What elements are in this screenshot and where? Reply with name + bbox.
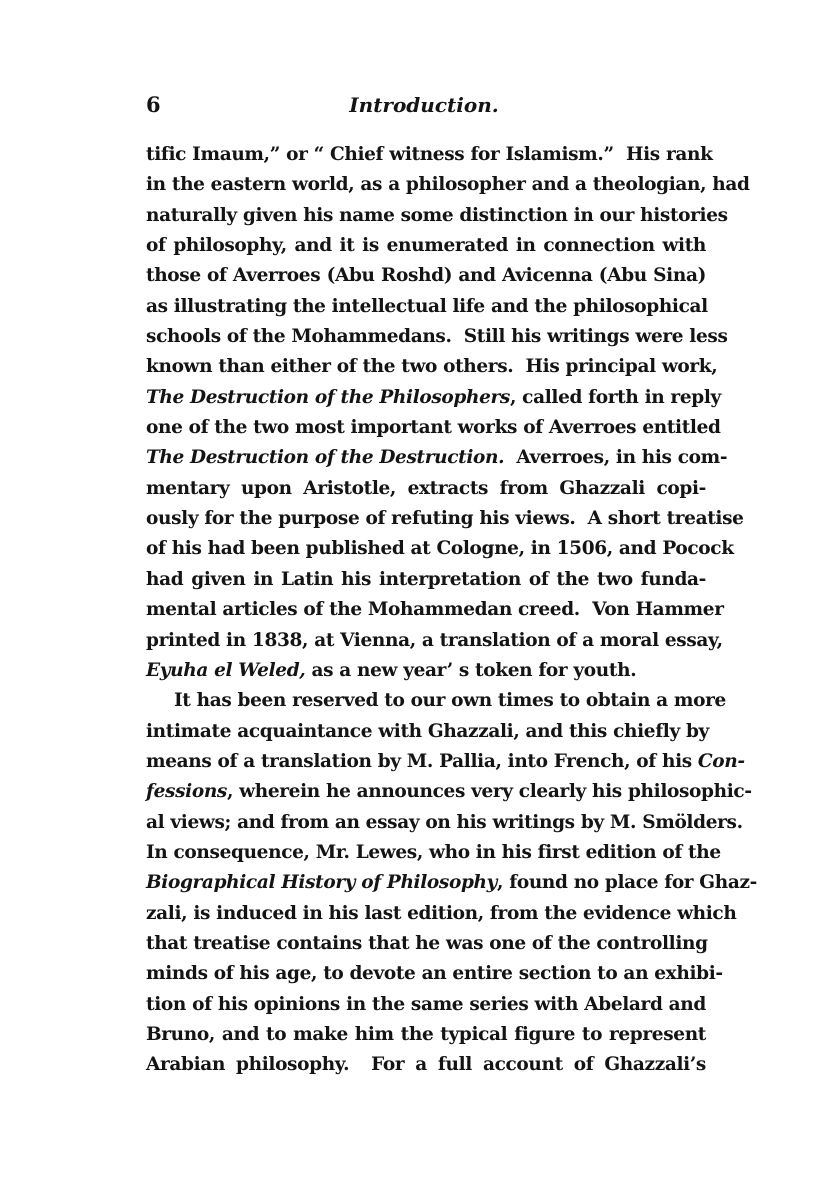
text-segment: In consequence, Mr. Lewes, who in his first edition of the xyxy=(146,841,721,863)
page-number: 6 xyxy=(146,92,161,117)
italic-title: Biographical History of Philosophy xyxy=(146,872,498,894)
text-line xyxy=(146,534,734,564)
running-title: Introduction. xyxy=(349,93,499,117)
text-line xyxy=(146,140,713,170)
text-line xyxy=(146,231,706,261)
text-line xyxy=(146,899,737,929)
text-segment: intimate acquaintance with Ghazzali, and this chiefly by xyxy=(146,720,709,742)
text-segment: known than either of the two others. His principal work, xyxy=(146,356,718,378)
text-segment: al views; and from an essay on his writings by M. Smölders. xyxy=(146,811,743,833)
paragraph-first-line xyxy=(146,686,726,716)
text-segment: as a new year’ s token for youth. xyxy=(305,659,637,681)
text-segment: that treatise contains that he was one of the controlling xyxy=(146,932,708,954)
text-segment: , wherein he announces very clearly his philosophic- xyxy=(227,781,752,803)
running-head xyxy=(146,92,702,118)
text-segment: mental articles of the Mohammedan creed. Von Hammer xyxy=(146,599,724,621)
text-segment: of philosophy, and it is enumerated in connection with xyxy=(146,235,706,257)
text-line xyxy=(146,474,706,504)
text-segment: naturally given his name some distinction in our histories xyxy=(146,204,728,226)
text-line xyxy=(146,626,723,656)
text-segment: as illustrating the intellectual life and the philosophical xyxy=(146,295,708,317)
text-line xyxy=(146,292,706,322)
text-segment: tion of his opinions in the same series with Abelard and xyxy=(146,993,706,1015)
paragraph-last-line xyxy=(146,656,706,686)
italic-title: Con- xyxy=(697,750,745,772)
text-segment: one of the two most important works of Averroes entitled xyxy=(146,417,721,439)
text-segment: minds of his age, to devote an entire section to an exhibi- xyxy=(146,963,723,985)
text-segment: had given in Latin his interpretation of the two funda- xyxy=(146,568,706,590)
text-line xyxy=(146,322,728,352)
text-segment: Arabian philosophy. For a full account of Ghazzali’s xyxy=(146,1054,706,1076)
text-line xyxy=(146,595,724,625)
italic-title: The Destruction of the Destruction. xyxy=(146,447,505,469)
text-line xyxy=(146,838,721,868)
text-line xyxy=(146,443,728,473)
body-text xyxy=(146,140,757,1081)
text-line xyxy=(146,868,757,898)
text-line xyxy=(146,1020,706,1050)
text-line xyxy=(146,717,709,747)
text-segment: tific Imaum,” or “ Chief witness for Islamism.” His rank xyxy=(146,144,713,165)
italic-title: Eyuha el Weled, xyxy=(146,659,306,681)
text-segment: It has been reserved to our own times to obtain a more xyxy=(174,690,726,712)
text-segment: Averroes, in his com- xyxy=(504,447,728,469)
text-segment: printed in 1838, at Vienna, a translation of a moral essay, xyxy=(146,629,723,651)
text-line xyxy=(146,1050,706,1080)
text-segment: those of Averroes (Abu Roshd) and Avicenna (Abu Sina) xyxy=(146,265,706,287)
text-line xyxy=(146,747,745,777)
italic-title: The Destruction of the Philosophers xyxy=(146,386,510,408)
text-segment: in the eastern world, as a philosopher and a theologian, had xyxy=(146,174,750,196)
text-line xyxy=(146,261,706,291)
text-segment: Bruno, and to make him the typical figure to represent xyxy=(146,1023,706,1045)
text-segment: schools of the Mohammedans. Still his writings were less xyxy=(146,326,728,348)
text-segment: zali, is induced in his last edition, from the evidence which xyxy=(146,902,737,924)
text-line xyxy=(146,352,718,382)
text-segment: ously for the purpose of refuting his views. A short treatise xyxy=(146,508,744,530)
text-segment: , found no place for Ghaz- xyxy=(497,872,757,894)
text-line xyxy=(146,990,706,1020)
text-segment: , called forth in reply xyxy=(510,386,721,408)
text-segment: of his had been published at Cologne, in 1506, and Pocock xyxy=(146,538,734,560)
text-line xyxy=(146,959,723,989)
italic-title: fessions xyxy=(146,781,227,803)
text-line xyxy=(146,170,750,200)
text-line xyxy=(146,504,744,534)
text-line xyxy=(146,565,706,595)
text-segment: means of a translation by M. Pallia, into French, of his xyxy=(146,750,698,772)
text-line xyxy=(146,413,721,443)
text-line xyxy=(146,808,743,838)
text-segment: mentary upon Aristotle, extracts from Ghazzali copi- xyxy=(146,477,706,499)
text-line xyxy=(146,929,706,959)
text-line xyxy=(146,777,752,807)
text-line xyxy=(146,383,721,413)
text-line xyxy=(146,201,728,231)
